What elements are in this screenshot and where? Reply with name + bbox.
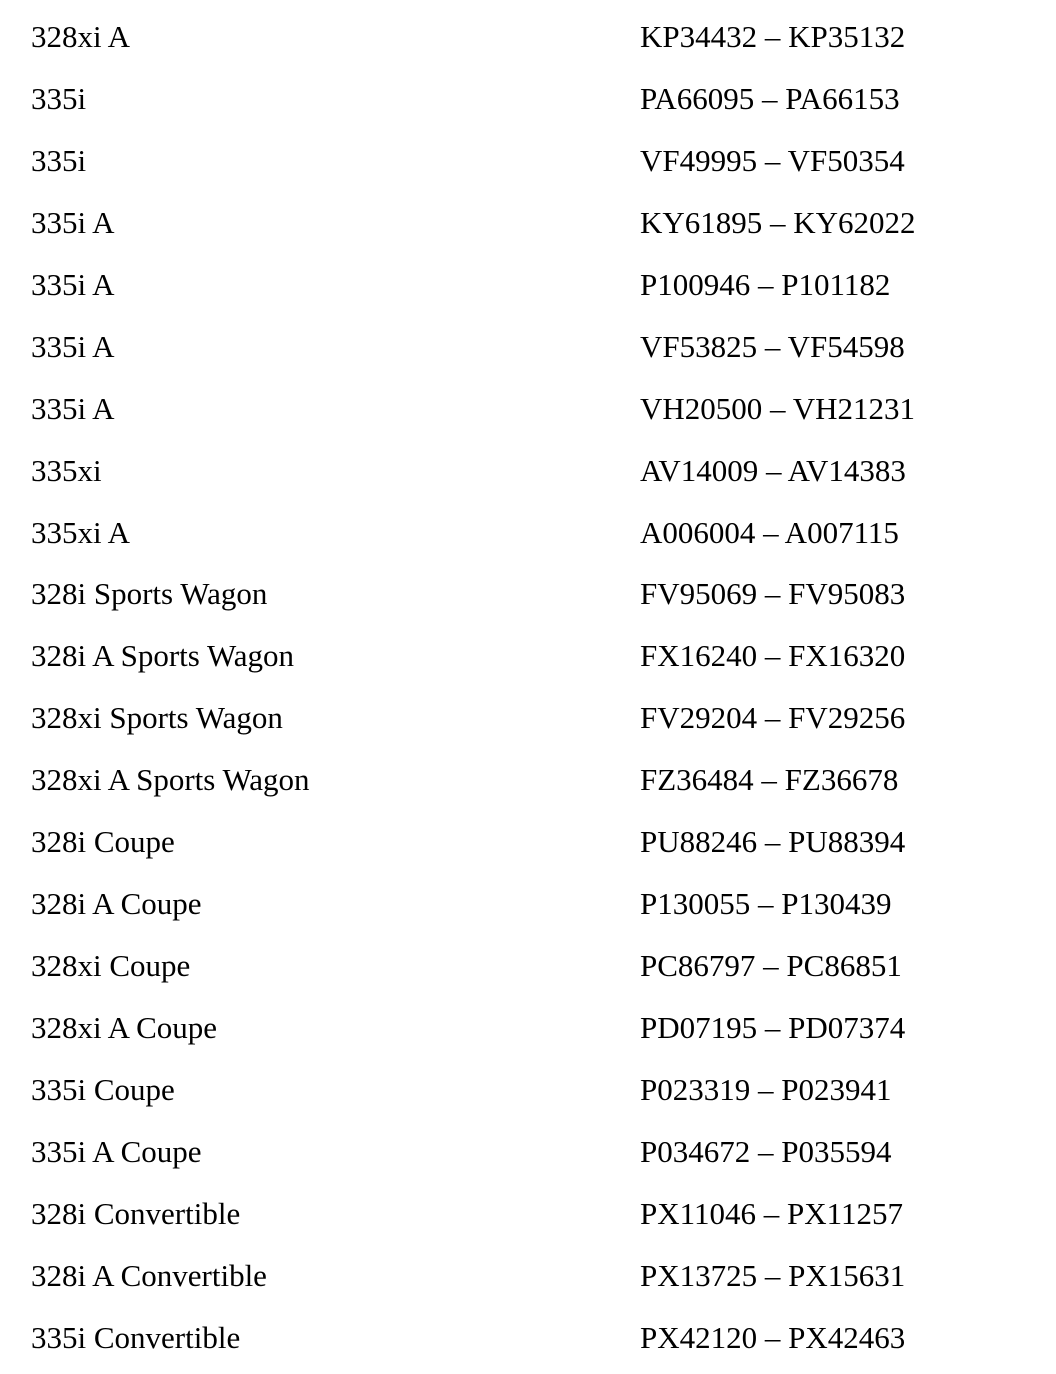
table-row <box>31 135 1031 197</box>
model-name: 335xi A <box>31 514 131 550</box>
vin-range: VF53825 – VF54598 <box>640 328 905 364</box>
table-row <box>31 11 1031 73</box>
table-row <box>31 321 1031 383</box>
model-name: 335i <box>31 142 87 178</box>
vin-range: P034672 – P035594 <box>640 1133 892 1169</box>
vin-range: PX13725 – PX15631 <box>640 1257 906 1293</box>
vin-range: P100946 – P101182 <box>640 266 891 302</box>
model-name: 328i A Convertible <box>31 1257 267 1293</box>
vin-range: PX42120 – PX42463 <box>640 1319 906 1355</box>
table-row <box>31 259 1031 321</box>
table-row <box>31 568 1031 630</box>
table-row <box>31 1312 1031 1374</box>
table-row <box>31 816 1031 878</box>
vin-range: PU88246 – PU88394 <box>640 824 906 860</box>
table-row <box>31 1064 1031 1126</box>
vin-range: P130055 – P130439 <box>640 886 892 922</box>
model-name: 335xi <box>31 452 102 488</box>
vin-range: PX11046 – PX11257 <box>640 1195 903 1231</box>
model-name: 335i <box>31 80 87 116</box>
model-name: 335i A <box>31 266 115 302</box>
vin-range: VF49995 – VF50354 <box>640 142 905 178</box>
vin-range: FZ36484 – FZ36678 <box>640 762 899 798</box>
model-name: 328xi Sports Wagon <box>31 700 283 736</box>
vin-range: AV14009 – AV14383 <box>640 452 906 488</box>
vin-range: PC86797 – PC86851 <box>640 948 902 984</box>
vin-range: VH20500 – VH21231 <box>640 390 915 426</box>
vin-range: KY61895 – KY62022 <box>640 204 916 240</box>
model-name: 328xi A <box>31 19 131 54</box>
model-name: 335i A Coupe <box>31 1133 202 1169</box>
vin-range: A006004 – A007115 <box>640 514 899 550</box>
table-row <box>31 1250 1031 1312</box>
vin-range: PA66095 – PA66153 <box>640 80 900 116</box>
model-name: 328xi A Sports Wagon <box>31 762 310 798</box>
model-name: 335i Coupe <box>31 1071 175 1107</box>
table-row <box>31 73 1031 135</box>
vin-range: FX16240 – FX16320 <box>640 638 906 674</box>
model-name: 328xi A Coupe <box>31 1010 218 1045</box>
model-name: 328i Coupe <box>31 824 175 860</box>
model-name: 335i A <box>31 328 115 364</box>
table-row <box>31 630 1031 692</box>
table-row <box>31 445 1031 507</box>
table-row <box>31 1188 1031 1250</box>
vin-range: FV29204 – FV29256 <box>640 700 906 736</box>
model-name: 328i A Coupe <box>31 886 202 922</box>
model-name: 328i Convertible <box>31 1195 241 1231</box>
model-name: 335i A <box>31 204 115 240</box>
vin-range: KP34432 – KP35132 <box>640 19 906 54</box>
vin-range: FV95069 – FV95083 <box>640 576 906 612</box>
table-row <box>31 1126 1031 1188</box>
table-row <box>31 754 1031 816</box>
table-row <box>31 507 1031 569</box>
model-name: 328i Sports Wagon <box>31 576 268 612</box>
table-row <box>31 1002 1031 1064</box>
model-vin-range-table <box>31 11 1031 1374</box>
vin-range: PD07195 – PD07374 <box>640 1010 906 1045</box>
model-name: 328i A Sports Wagon <box>31 638 295 674</box>
table-row <box>31 692 1031 754</box>
model-name: 335i Convertible <box>31 1319 241 1355</box>
model-name: 328xi Coupe <box>31 948 191 984</box>
table-row <box>31 878 1031 940</box>
table-row <box>31 197 1031 259</box>
model-name: 335i A <box>31 390 115 426</box>
table-row <box>31 940 1031 1002</box>
vin-range: P023319 – P023941 <box>640 1071 892 1107</box>
table-row <box>31 383 1031 445</box>
